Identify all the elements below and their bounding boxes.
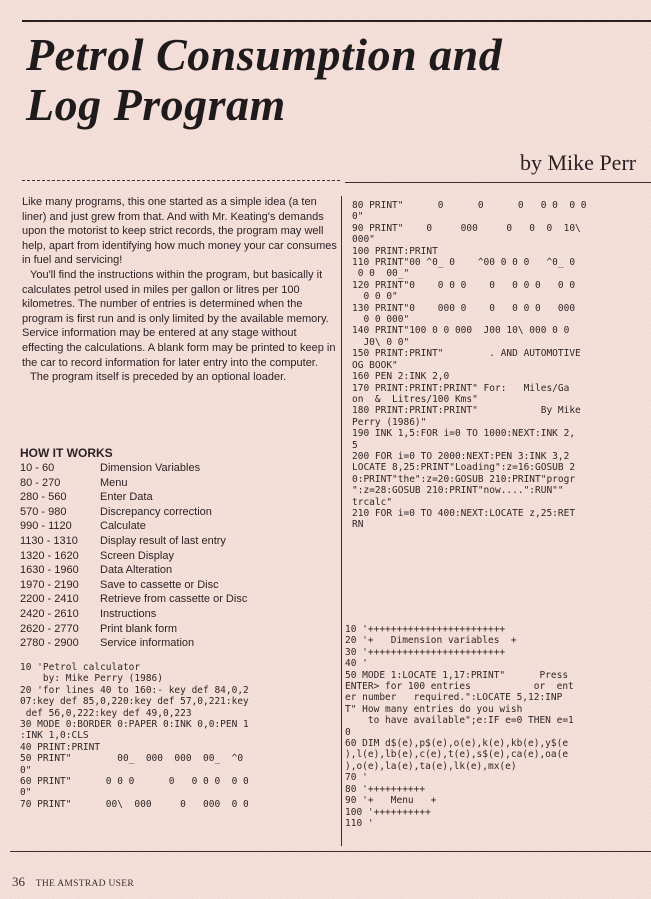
footer-rule	[10, 851, 651, 852]
line-range: 1320 - 1620	[20, 549, 79, 562]
line-description: Print blank form	[100, 622, 178, 635]
table-row	[20, 592, 340, 607]
table-row	[20, 607, 340, 622]
line-range: 570 - 980	[20, 505, 67, 518]
top-rule	[22, 20, 651, 22]
line-description: Save to cassette or Disc	[100, 578, 219, 591]
magazine-name: THE AMSTRAD USER	[35, 879, 134, 889]
table-row	[20, 636, 340, 651]
line-description: Data Alteration	[100, 564, 173, 577]
line-range: 2420 - 2610	[20, 607, 79, 620]
section-rule-left	[22, 180, 340, 181]
line-range: 1970 - 2190	[20, 578, 79, 591]
column-divider-lower	[341, 606, 342, 846]
title-line-2: Log Program	[26, 79, 286, 130]
line-description: Display result of last entry	[100, 534, 226, 547]
line-description: Dimension Variables	[100, 462, 201, 474]
line-range: 280 - 560	[20, 491, 67, 504]
page-number: 36	[12, 874, 25, 889]
line-description: Enter Data	[100, 491, 153, 504]
line-range: 990 - 1120	[20, 520, 72, 533]
how-it-works-heading: HOW IT WORKS	[20, 446, 113, 460]
table-row	[20, 505, 340, 520]
table-row	[20, 461, 340, 476]
page-footer	[12, 874, 134, 890]
table-row	[20, 534, 340, 549]
table-row	[20, 622, 340, 637]
table-row	[20, 578, 340, 593]
line-range: 1130 - 1310	[20, 534, 78, 547]
table-row	[20, 519, 340, 534]
byline: by Mike Perr	[520, 150, 637, 175]
article-body	[22, 195, 338, 385]
section-rule-right	[345, 182, 651, 183]
body-paragraph-1: Like many programs, this one started as a simple idea (a ten liner) and just grew from that. And with Mr. Keating's demands upon the motorist to keep strict records, the program may well help, apart from identifying how much money your car consumes in fuel and servicing!	[22, 196, 337, 267]
line-description: Screen Display	[100, 549, 174, 562]
table-row	[20, 549, 340, 564]
line-description: Service information	[100, 637, 195, 650]
article-title	[26, 30, 636, 130]
code-listing-loader: 10 'Petrol calculator by: Mike Perry (1986) 20 'for lines 40 to 160:- key def 84,0,2 07:key def 85,0,220:key def 57,0,221:key def 56,0,222:key def 49,0,223 30 MODE 0:BORDER 0:PAPER 0:INK 0,0:PEN 1 :INK 1,0:CLS 40 PRINT:PRINT 50 PRINT" 00_ 000 000 00_ ^0 0" 60 PRINT" 0 0 0 0 0 0 0 0 0 0" 70 PRINT" 00\ 000 0 000 0 0	[20, 662, 249, 810]
code-listing-loader-continued: 80 PRINT" 0 0 0 0 0 0 0 0" 90 PRINT" 0 000 0 0 0 10\ 000" 100 PRINT:PRINT 110 PRINT"00 ^0_ 0 ^00 0 0 0 ^0_ 0 0 0 00_" 120 PRINT"0 0 0 0 0 0 0 0 0 0 0 0 0" 130 PRINT"0 000 0 0 0 0 0 000 0 0 000" 140 PRINT"100 0 0 000 J00 10\ 000 0 0 J0\ 0 0" 150 PRINT:PRINT" . AND AUTOMOTIVE OG BOOK" 160 PEN 2:INK 2,0 170 PRINT:PRINT:PRINT" For: Miles/Ga on & Litres/100 Kms" 180 PRINT:PRINT:PRINT" By Mike Perry (1986)" 190 INK 1,5:FOR i=0 TO 1000:NEXT:INK 2, 5 200 FOR i=0 TO 2000:NEXT:PEN 3:INK 3,2 LOCATE 8,25:PRINT"Loading":z=16:GOSUB 2 0:PRINT"the":z=20:GOSUB 210:PRINT"progr ":z=28:GOSUB 210:PRINT"now....":RUN"" trcalc" 210 FOR i=0 TO 400:NEXT:LOCATE z,25:RET RN	[352, 200, 587, 531]
line-range: 2620 - 2770	[20, 622, 79, 635]
line-description: Discrepancy correction	[100, 505, 212, 518]
line-range: 1630 - 1960	[20, 564, 79, 577]
title-line-1: Petrol Consumption and	[26, 29, 503, 80]
line-range: 80 - 270	[20, 476, 61, 489]
table-row	[20, 490, 340, 505]
code-listing-main: 10 '++++++++++++++++++++++++ 20 '+ Dimension variables + 30 '++++++++++++++++++++++++ 40 ' 50 MODE 1:LOCATE 1,17:PRINT" Press ENTER> for 100 entries or ent er number required.":LOCATE 5,12:INP T" How many entries do you wish to have available";e:IF e=0 THEN e=1 0 60 DIM d$(e),p$(e),o(e),k(e),kb(e),y$(e ),l(e),lb(e),c(e),t(e),s$(e),ca(e),oa(e ),o(e),la(e),ta(e),lk(e),mx(e) 70 ' 80 '++++++++++ 90 '+ Menu + 100 '++++++++++ 110 '	[345, 624, 574, 829]
table-row	[20, 476, 340, 491]
table-row	[20, 563, 340, 578]
line-description: Menu	[100, 476, 128, 489]
line-range: 2780 - 2900	[20, 637, 79, 650]
line-range: 2200 - 2410	[20, 593, 79, 606]
line-range: 10 - 60	[20, 462, 55, 474]
column-divider	[341, 196, 342, 651]
body-paragraph-3: The program itself is preceded by an optional loader.	[30, 371, 287, 384]
line-description: Instructions	[100, 607, 157, 620]
line-description: Calculate	[100, 520, 146, 533]
line-description: Retrieve from cassette or Disc	[100, 593, 248, 606]
body-paragraph-2: You'll find the instructions within the program, but basically it calculates petrol used in miles per gallon or litres per 100 kilometres. The number of entries is determined when the program is first run and is only limited by the available memory. Service information may be entered at any stage without effecting the calculations. A blank form may be printed to keep in the car to record information for later entry into the computer.	[22, 268, 336, 369]
how-it-works-table	[20, 461, 340, 651]
